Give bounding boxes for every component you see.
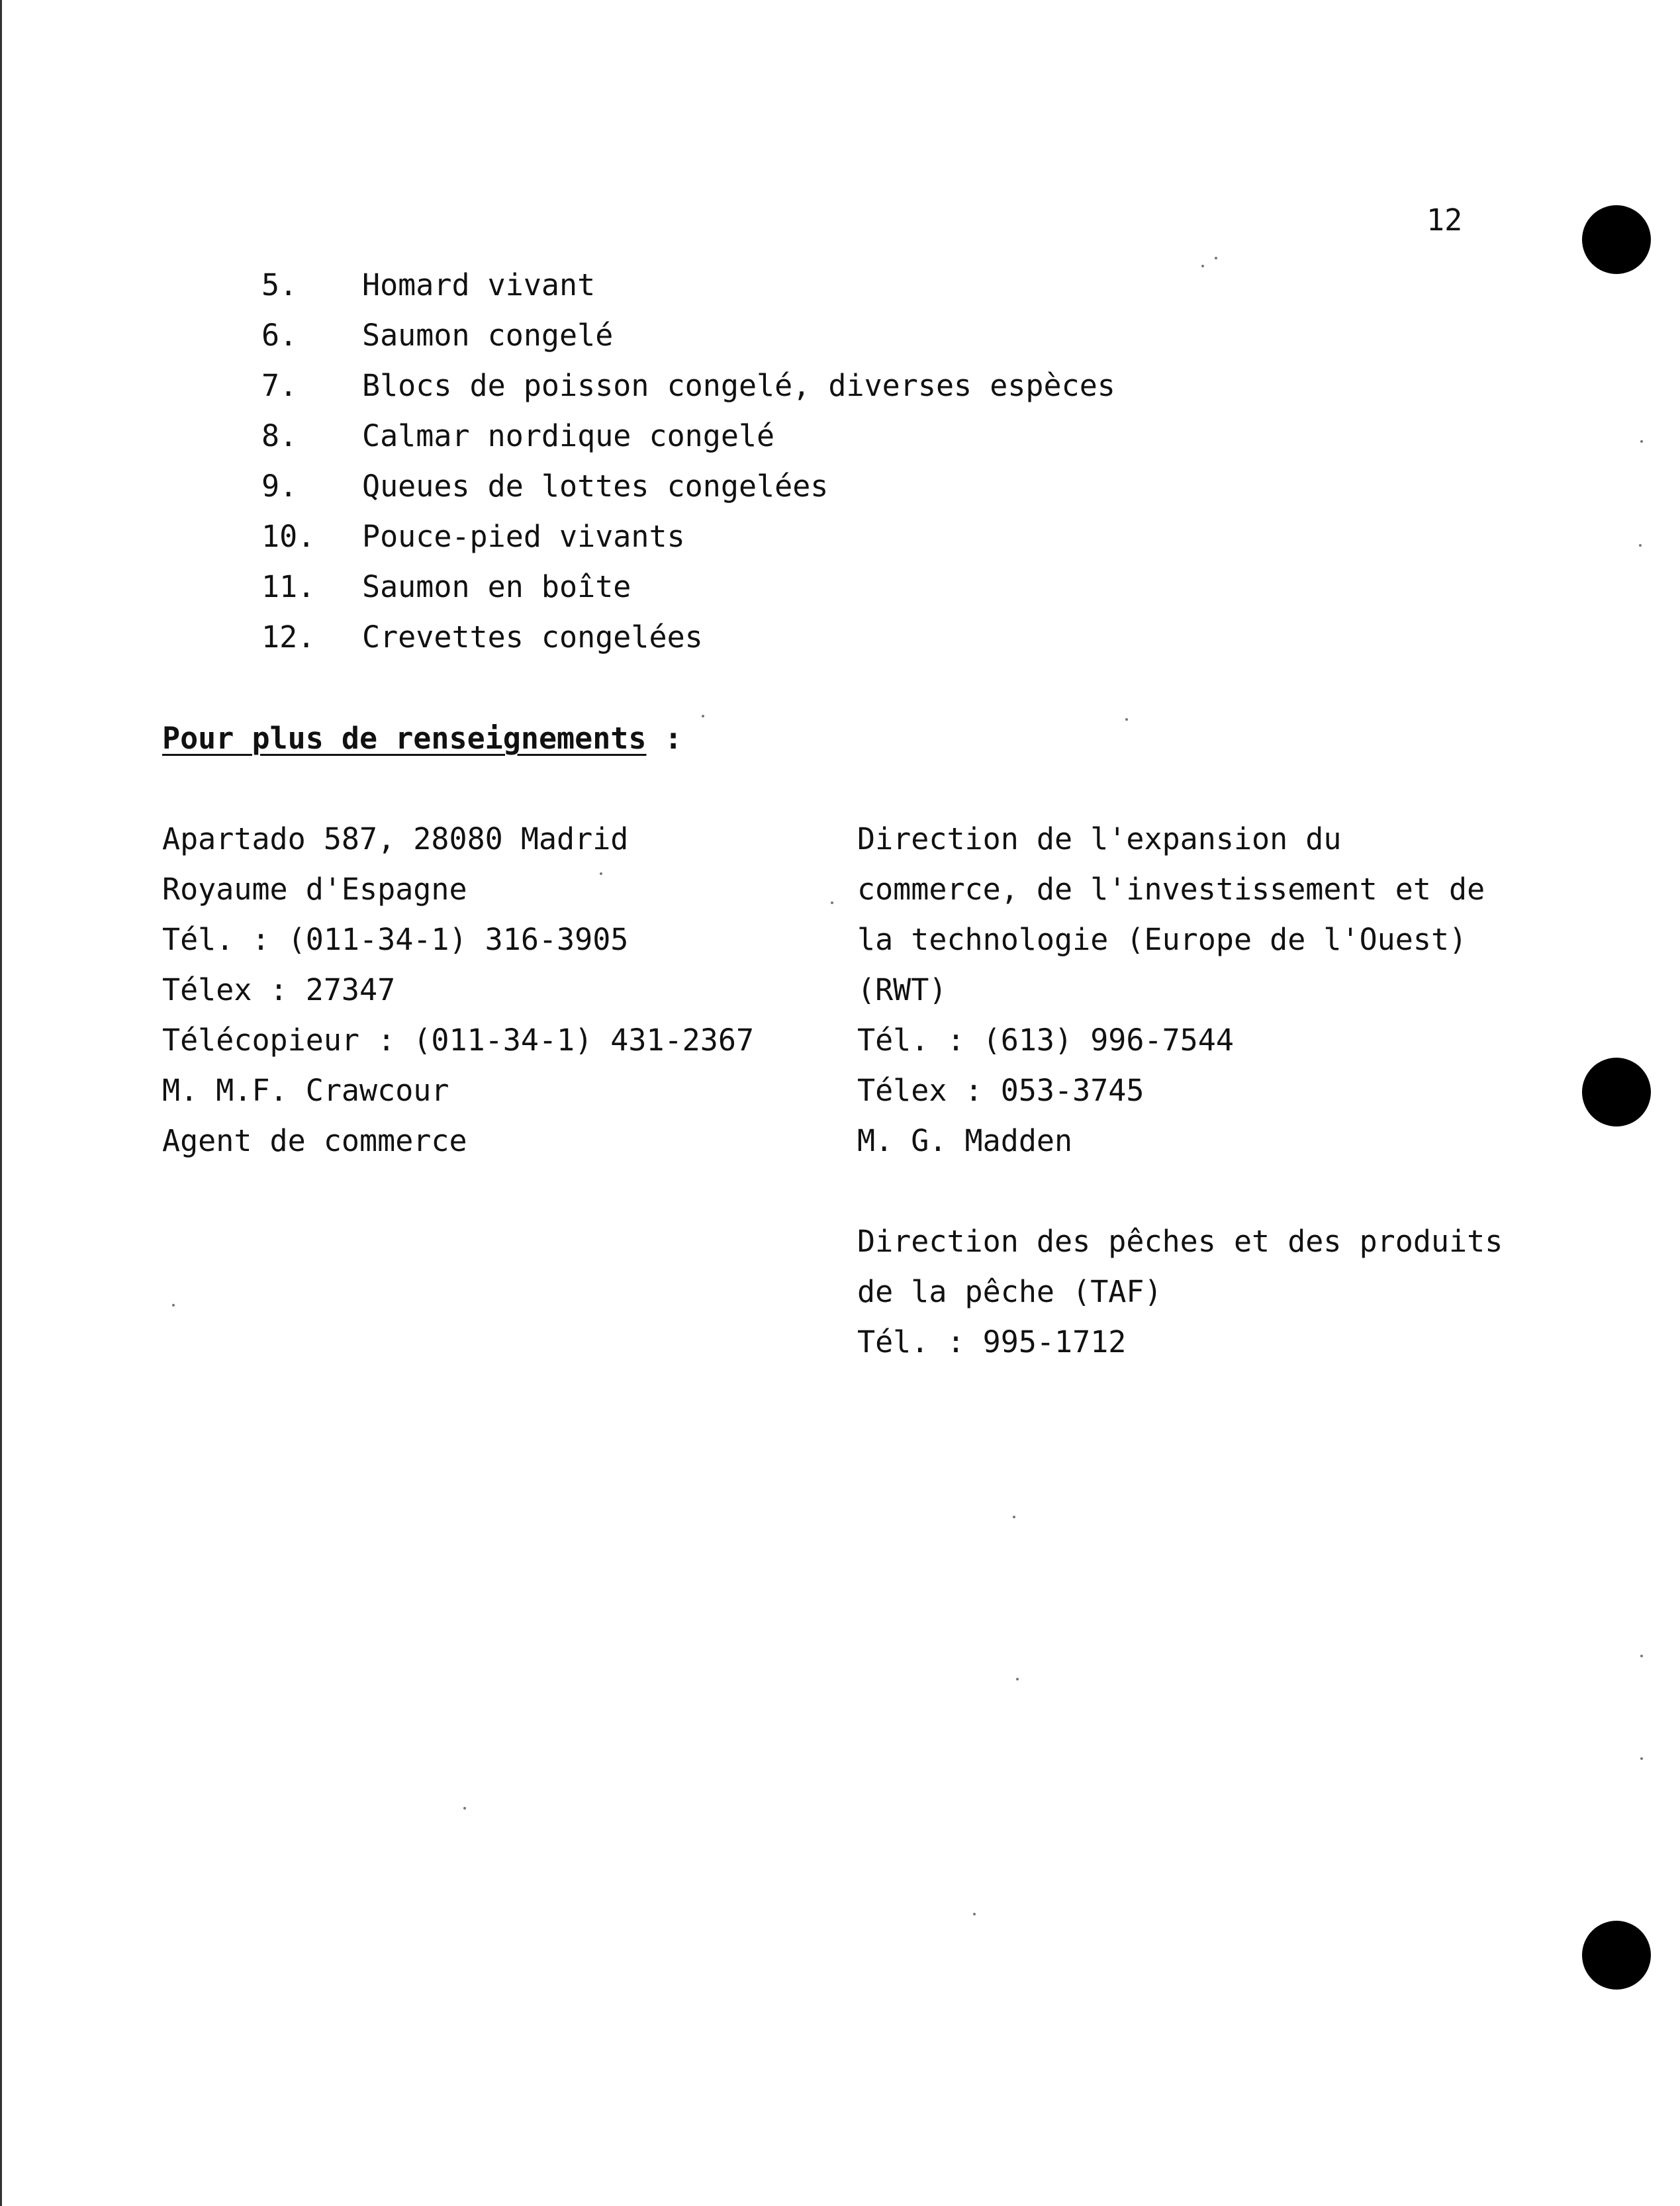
list-item-number: 10. (261, 519, 316, 554)
list-item-label: Blocs de poisson congelé, diverses espèces (362, 368, 1115, 403)
list-item (261, 368, 1115, 410)
punch-hole-top (1582, 205, 1651, 274)
contact-title: Agent de commerce (162, 1123, 467, 1158)
list-item-label: Saumon congelé (362, 318, 614, 353)
department-code: (RWT) (857, 972, 947, 1007)
page-number: 12 (1426, 203, 1463, 238)
list-item-label: Crevettes congelées (362, 620, 703, 655)
telex-line: Télex : 053-3745 (857, 1073, 1144, 1108)
list-item (261, 519, 685, 561)
section-heading (162, 721, 682, 756)
scan-speck (1201, 265, 1204, 267)
list-item-number: 9. (261, 469, 298, 504)
address-line: Apartado 587, 28080 Madrid (162, 821, 629, 856)
phone-line: Tél. : 995-1712 (857, 1324, 1127, 1359)
scan-speck (973, 1913, 976, 1915)
scan-speck (1016, 1678, 1019, 1680)
section-heading-suffix: : (646, 721, 682, 756)
scan-speck (463, 1807, 466, 1810)
list-item-number: 8. (261, 418, 298, 453)
scan-speck (1640, 1757, 1643, 1760)
department-line: Direction de l'expansion du (857, 821, 1342, 856)
list-item (261, 622, 703, 662)
fax-line: Télécopieur : (011-34-1) 431-2367 (162, 1023, 755, 1058)
scan-speck (1639, 544, 1642, 547)
scan-speck (1640, 1655, 1643, 1657)
list-item (261, 471, 828, 511)
list-item (261, 418, 775, 461)
list-item-number: 11. (261, 569, 316, 604)
punch-hole-middle (1582, 1058, 1651, 1126)
scan-speck (702, 715, 704, 717)
list-item-number: 6. (261, 318, 298, 353)
list-item (261, 320, 613, 360)
country-line: Royaume d'Espagne (162, 872, 467, 907)
scan-speck (1215, 257, 1217, 259)
list-item-number: 12. (261, 620, 316, 655)
list-item-label: Homard vivant (362, 267, 596, 302)
scan-speck (1013, 1516, 1015, 1518)
scan-speck (1125, 718, 1128, 721)
list-item-label: Saumon en boîte (362, 569, 631, 604)
department-line: la technologie (Europe de l'Ouest) (857, 922, 1468, 957)
list-item-number: 7. (261, 368, 298, 403)
scan-speck (172, 1304, 175, 1307)
department-line: commerce, de l'investissement et de (857, 872, 1485, 907)
contact-name: M. M.F. Crawcour (162, 1073, 449, 1108)
telex-line: Télex : 27347 (162, 972, 396, 1007)
section-heading-text: Pour plus de renseignements (162, 721, 647, 756)
contact-name: M. G. Madden (857, 1123, 1073, 1158)
scan-speck (831, 901, 833, 904)
department-line: de la pêche (TAF) (857, 1274, 1162, 1309)
phone-line: Tél. : (613) 996-7544 (857, 1023, 1234, 1058)
page-edge (0, 0, 2, 2206)
punch-hole-bottom (1582, 1921, 1651, 1990)
list-item (261, 569, 631, 612)
list-item-label: Queues de lottes congelées (362, 469, 829, 504)
scan-speck (600, 872, 602, 875)
list-item-label: Calmar nordique congelé (362, 418, 775, 453)
list-item-number: 5. (261, 267, 298, 302)
list-item (261, 267, 596, 310)
scan-speck (1640, 440, 1643, 443)
list-item-label: Pouce-pied vivants (362, 519, 685, 554)
phone-line: Tél. : (011-34-1) 316-3905 (162, 922, 629, 957)
department-line: Direction des pêches et des produits (857, 1224, 1503, 1259)
